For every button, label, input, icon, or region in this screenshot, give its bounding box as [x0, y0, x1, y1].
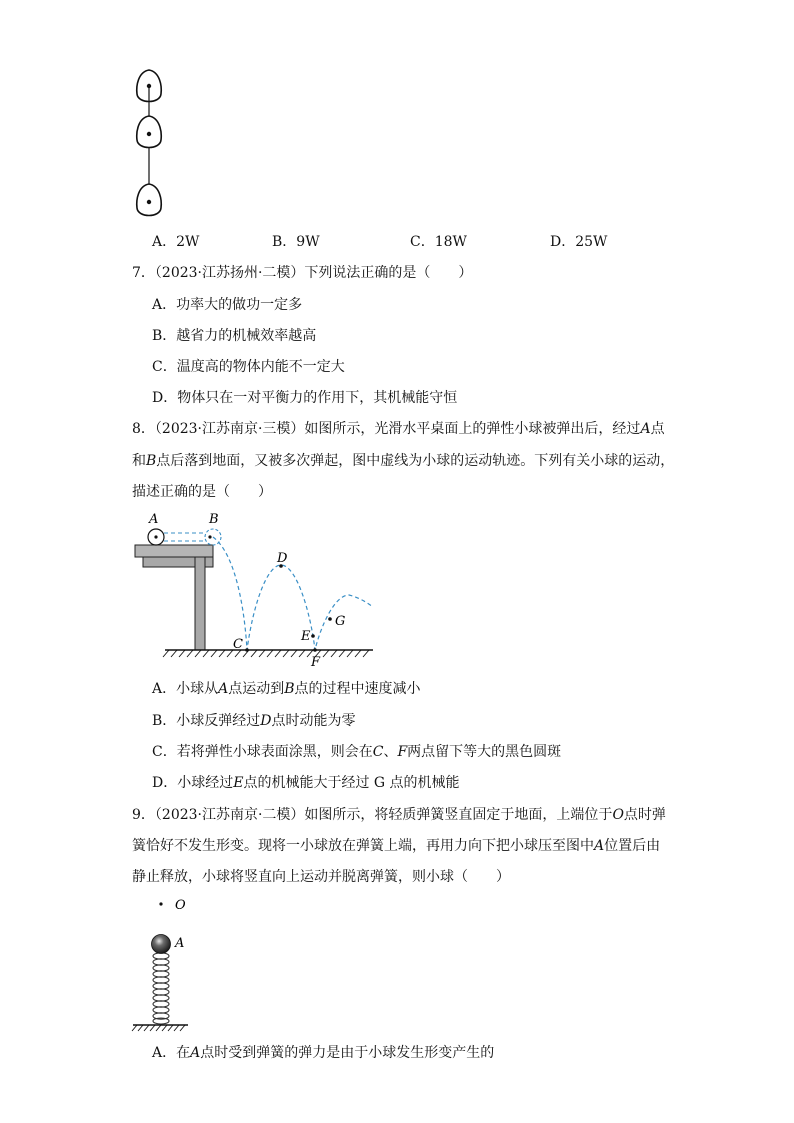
q8-figure: [125, 505, 385, 670]
q7-option-d: D．物体只在一对平衡力的作用下，其机械能守恒: [152, 390, 458, 406]
q9-label-a: A: [175, 936, 185, 951]
q6-option-d: D．25W: [550, 234, 608, 250]
q9-stem-line-3: 静止释放，小球将竖直向上运动并脱离弹簧，则小球（ ）: [132, 869, 510, 885]
q8-stem-line-2: 和B点后落到地面，又被多次弹起，图中虚线为小球的运动轨迹。下列有关小球的运动，: [132, 453, 675, 469]
q6-option-a: A．2W: [152, 234, 200, 250]
q7-stem: 7．（2023·江苏扬州·二模）下列说法正确的是（ ）: [132, 265, 473, 281]
q8-label-a: A: [149, 512, 159, 527]
q9-stem-line-2: 簧恰好不发生形变。现将一小球放在弹簧上端，再用力向下把小球压至图中A位置后由: [132, 838, 661, 854]
q8-label-d: D: [277, 551, 288, 566]
q7-option-b: B．越省力的机械效率越高: [152, 328, 317, 344]
q8-label-c: C: [233, 637, 243, 652]
q8-option-a: A．小球从A点运动到B点的过程中速度减小: [152, 681, 421, 697]
q8-label-e: E: [301, 629, 311, 644]
q9-label-o: O: [175, 898, 186, 913]
q6-option-b: B．9W: [272, 234, 320, 250]
q8-option-b: B．小球反弹经过D点时动能为零: [152, 713, 356, 729]
q6-option-c: C．18W: [410, 234, 467, 250]
q8-label-f: F: [311, 655, 321, 670]
q8-label-b: B: [209, 512, 219, 527]
q8-option-c: C．若将弹性小球表面涂黑，则会在C、F两点留下等大的黑色圆斑: [152, 744, 562, 760]
q7-option-a: A．功率大的做功一定多: [152, 297, 303, 313]
q8-option-d: D．小球经过E点的机械能大于经过 G 点的机械能: [152, 775, 460, 791]
q6-figure: [128, 64, 172, 224]
q9-option-a: A．在A点时受到弹簧的弹力是由于小球发生形变产生的: [152, 1045, 495, 1061]
q8-label-g: G: [335, 614, 346, 629]
q8-stem-line-1: 8．（2023·江苏南京·三模）如图所示，光滑水平桌面上的弹性小球被弹出后，经过A点: [132, 421, 665, 437]
q7-option-c: C．温度高的物体内能不一定大: [152, 359, 345, 375]
q8-stem-line-3: 描述正确的是（ ）: [132, 484, 272, 500]
q9-figure: [128, 894, 208, 1034]
q9-stem-line-1: 9．（2023·江苏南京·二模）如图所示，将轻质弹簧竖直固定于地面，上端位于O点时弹: [132, 807, 666, 823]
